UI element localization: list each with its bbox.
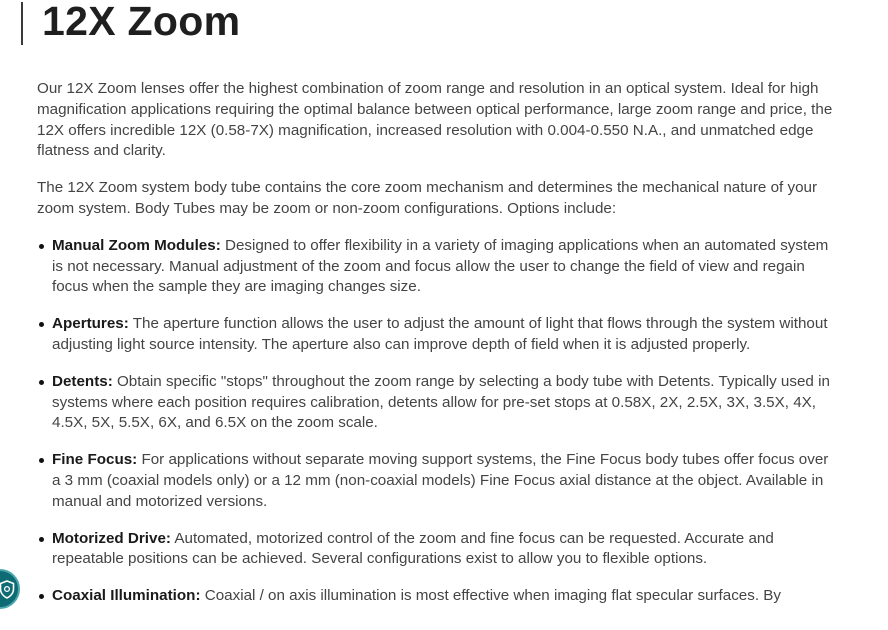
- list-item-motorized-drive: [52, 529, 837, 571]
- privacy-shield-icon: [0, 580, 15, 599]
- option-label: Apertures:: [52, 315, 129, 333]
- list-item-detents: [52, 372, 837, 434]
- option-label: Detents:: [52, 372, 113, 390]
- option-text: Coaxial / on axis illumination is most effective when imaging flat specular surfaces. By: [200, 587, 782, 605]
- option-text: The aperture function allows the user to adjust the amount of light that flows through the system without adjusting light source intensity. The aperture also can improve depth of field when it is adjusted properly.: [52, 315, 828, 353]
- body-tube-paragraph: The 12X Zoom system body tube contains the core zoom mechanism and determines the mechanical nature of your zoom system. Body Tubes may be zoom or non-zoom configurations. Options include:: [37, 179, 818, 217]
- option-label: Manual Zoom Modules:: [52, 236, 221, 254]
- option-text: Designed to offer flexibility in a variety of imaging applications when an automated system is not necessary. Manual adjustment of the zoom and focus allow the user to change the field of view and regain focus when the sample they are imaging changes size.: [52, 236, 829, 296]
- list-item-fine-focus: [52, 450, 837, 512]
- title-accent-bar: [21, 2, 23, 45]
- privacy-settings-button[interactable]: [0, 569, 20, 609]
- option-label: Fine Focus:: [52, 451, 138, 469]
- page-title: 12X Zoom: [42, 0, 241, 44]
- option-label: Motorized Drive:: [52, 529, 171, 547]
- list-item-manual-zoom: [52, 236, 837, 298]
- intro-paragraph: Our 12X Zoom lenses offer the highest combination of zoom range and resolution in an optical system. Ideal for high magnification applications requiring the optimal balance between optical performance, large zoom range and price, the 12X offers incredible 12X (0.58-7X) magnification, increased resolution with 0.004-0.550 N.A., and unmatched edge flatness and clarity.: [37, 80, 833, 160]
- option-text: For applications without separate moving support systems, the Fine Focus body tubes offer focus over a 3 mm (coaxial models only) or a 12 mm (non-coaxial models) Fine Focus axial distance at the object. Available in manual and motorized versions.: [52, 451, 829, 510]
- list-item-apertures: [52, 314, 837, 356]
- option-text: Automated, motorized control of the zoom and fine focus can be requested. Accurate and repeatable positions can be achieved. Several configurations exist to allow you to flexible options.: [52, 529, 774, 568]
- option-label: Coaxial Illumination:: [52, 587, 201, 605]
- option-text: Obtain specific "stops" throughout the zoom range by selecting a body tube with Detents. Typically used in systems where each position requires calibration, detents allow for pre-set stops at 0.58X, 2X, 2.5X, 3X, 3.5X, 4X, 4.5X, 5X, 5.5X, 6X, and 6.5X on the zoom scale.: [52, 372, 830, 432]
- options-list: [37, 236, 837, 607]
- article-body: [37, 79, 837, 623]
- list-item-coaxial-illumination: [52, 586, 837, 607]
